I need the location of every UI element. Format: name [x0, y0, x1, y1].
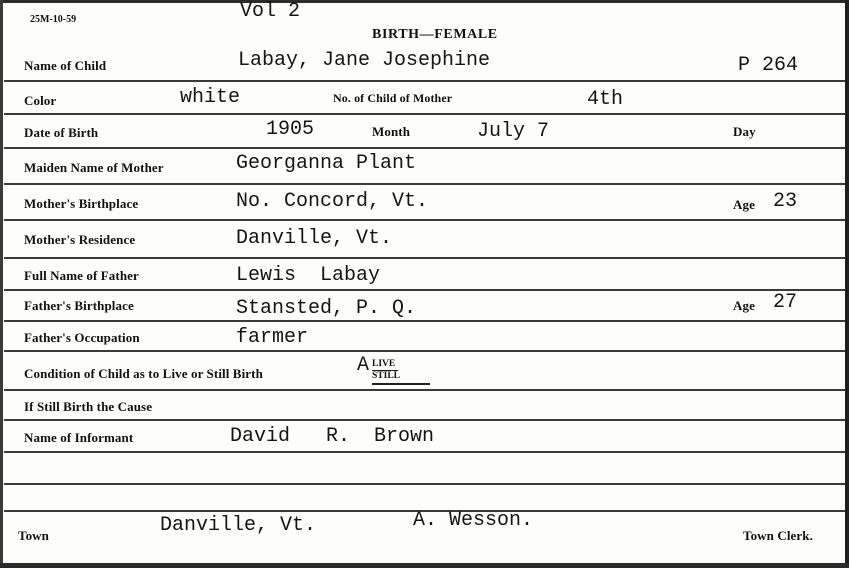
label-mother-age: Age — [733, 197, 755, 212]
value-birth-month-day: July 7 — [477, 120, 550, 143]
label-mother-birthplace: Mother's Birthplace — [24, 196, 139, 211]
card-edge-bottom — [0, 563, 849, 568]
value-mother-residence: Danville, Vt. — [236, 227, 393, 250]
label-father-age: Age — [733, 298, 755, 313]
value-condition-mark: A — [357, 354, 370, 377]
label-condition: Condition of Child as to Live or Still Birth — [24, 366, 263, 381]
volume-number: Vol 2 — [240, 0, 301, 23]
still-strikeout — [372, 383, 430, 385]
rule — [4, 320, 845, 322]
option-still: STILL — [372, 371, 400, 381]
rule — [4, 419, 845, 421]
rule — [4, 483, 845, 485]
value-birth-year: 1905 — [266, 118, 315, 141]
value-father-name: Lewis Labay — [236, 264, 381, 287]
label-color: Color — [24, 93, 57, 108]
option-live: LIVE — [372, 359, 396, 369]
rule — [4, 451, 845, 453]
value-informant: David R. Brown — [230, 425, 435, 448]
label-still-cause: If Still Birth the Cause — [24, 399, 153, 414]
rule — [4, 147, 845, 149]
rule — [4, 257, 845, 259]
option-divider — [372, 370, 398, 371]
label-name-of-child: Name of Child — [24, 58, 107, 73]
label-day: Day — [733, 124, 756, 139]
value-maiden-name: Georganna Plant — [236, 152, 417, 175]
value-mother-age: 23 — [773, 190, 798, 213]
value-town: Danville, Vt. — [160, 514, 317, 537]
rule — [4, 350, 845, 352]
rule — [4, 389, 845, 391]
label-town-clerk: Town Clerk. — [743, 528, 813, 543]
label-month: Month — [372, 124, 411, 139]
value-child-number: 4th — [587, 88, 624, 111]
rule — [4, 219, 845, 221]
label-town: Town — [18, 528, 49, 543]
value-clerk-signature: A. Wesson. — [413, 509, 534, 532]
label-mother-residence: Mother's Residence — [24, 232, 136, 247]
label-maiden-name: Maiden Name of Mother — [24, 160, 164, 175]
value-name-of-child: Labay, Jane Josephine — [238, 49, 491, 72]
label-date-of-birth: Date of Birth — [24, 125, 99, 140]
form-code: 25M-10-59 — [30, 14, 77, 25]
card-edge-left — [0, 0, 3, 568]
label-informant: Name of Informant — [24, 430, 134, 445]
label-father-occupation: Father's Occupation — [24, 330, 140, 345]
page-number: P 264 — [738, 54, 799, 77]
label-father-birthplace: Father's Birthplace — [24, 298, 134, 313]
value-father-birthplace: Stansted, P. Q. — [236, 297, 417, 320]
value-father-occupation: farmer — [236, 326, 309, 349]
rule — [4, 289, 845, 291]
card-edge-top — [0, 0, 849, 3]
rule — [4, 80, 845, 82]
value-father-age: 27 — [773, 291, 798, 314]
value-mother-birthplace: No. Concord, Vt. — [236, 190, 429, 213]
form-title: BIRTH—FEMALE — [372, 27, 498, 42]
label-father-name: Full Name of Father — [24, 268, 139, 283]
label-child-number: No. of Child of Mother — [333, 91, 453, 105]
value-color: white — [180, 86, 241, 109]
card-edge-right — [845, 0, 849, 568]
rule — [4, 183, 845, 185]
rule — [4, 113, 845, 115]
